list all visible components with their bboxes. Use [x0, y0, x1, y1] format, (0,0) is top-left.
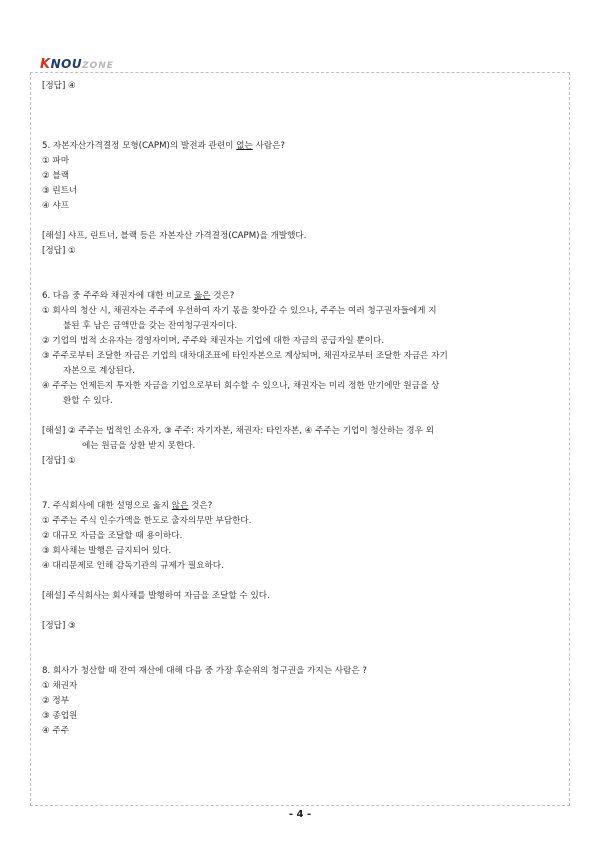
q7-option-3: ③ 회사채는 발행은 금지되어 있다.	[42, 546, 172, 556]
q5-option-2: ② 블랙	[42, 171, 70, 181]
q7-option-4: ④ 대리문제로 인해 감독기관의 규제가 필요하다.	[42, 561, 224, 571]
q6-option-3: ③ 주주로부터 조달한 자금은 기업의 대차대조표에 타인자본으로 계상되며, 채권자로부터 조달한 자금은 자기	[42, 351, 448, 361]
q5-explanation: [해설] 샤프, 린트너, 블랙 등은 자본자산 가격결정(CAPM)을 개발했다.	[42, 231, 307, 241]
q8-option-1: ① 채권자	[42, 681, 78, 691]
q5-answer: [정답] ①	[42, 246, 76, 256]
knouzone-logo: KNOUZONE	[40, 57, 114, 72]
q5-option-3: ③ 린트너	[42, 186, 78, 196]
q5-option-1: ① 파마	[42, 156, 70, 166]
q8-option-2: ② 정부	[42, 696, 70, 706]
q7-explanation: [해설] 주식회사는 회사채를 발행하여 자금을 조달할 수 있다.	[42, 591, 270, 601]
q8-option-4: ④ 주주	[42, 726, 70, 736]
q7-option-1: ① 주주는 주식 인수가액을 한도로 출자의무만 부담한다.	[42, 516, 252, 526]
q7-emphasis: 않은	[171, 501, 189, 511]
q7-stem: 7. 주식회사에 대한 설명으로 옳지 않은 것은?	[42, 501, 213, 511]
q5-option-4: ④ 샤프	[42, 201, 70, 211]
q5-emphasis: 없는	[236, 141, 253, 151]
q6-explanation-cont: 에는 원금을 상환 받지 못한다.	[82, 441, 196, 451]
q6-option-4-cont: 환할 수 있다.	[63, 396, 113, 406]
q6-option-1-cont: 불된 후 남은 금액만을 갖는 잔여청구권자이다.	[63, 321, 238, 331]
q7-answer: [정답] ③	[42, 621, 76, 631]
q5-stem: 5. 자본자산가격결정 모형(CAPM)의 발전과 관련이 없는 사람은?	[42, 141, 285, 151]
q6-option-2: ② 기업의 법적 소유자는 경영자이며, 주주와 채권자는 기업에 대한 자금의 공급자일 뿐이다.	[42, 336, 385, 346]
page-number: - 4 -	[288, 809, 312, 820]
q7-option-2: ② 대규모 자금을 조달할 때 용이하다.	[42, 531, 183, 541]
q6-option-4: ④ 주주는 언제든지 투자한 자금을 기업으로부터 회수할 수 있으나, 채권자는 미리 정한 만기에만 원금을 상	[42, 381, 440, 391]
q8-stem: 8. 회사가 청산할 때 잔여 재산에 대해 다음 중 가장 후순위의 청구권을 가지는 사람은 ?	[42, 666, 367, 676]
q6-option-1: ① 회사의 청산 시, 채권자는 주주에 우선하여 자기 몫을 찾아갈 수 있으나, 주주는 여러 청구권자들에게 지	[42, 306, 437, 316]
q6-option-3-cont: 자본으로 계상된다.	[63, 366, 135, 376]
q6-explanation: [해설] ② 주주는 법적인 소유자, ③ 주주: 자기자본, 채권자: 타인자본, ④ 주주는 기업이 청산하는 경우 외	[42, 426, 434, 436]
q6-stem: 6. 다음 중 주주와 채권자에 대한 비교로 옳은 것은?	[42, 291, 235, 301]
q6-answer: [정답] ①	[42, 456, 76, 466]
q8-option-3: ③ 종업원	[42, 711, 78, 721]
q4-answer: [정답] ④	[42, 81, 76, 91]
page-content	[42, 79, 562, 739]
q6-emphasis: 옳은	[193, 291, 211, 301]
